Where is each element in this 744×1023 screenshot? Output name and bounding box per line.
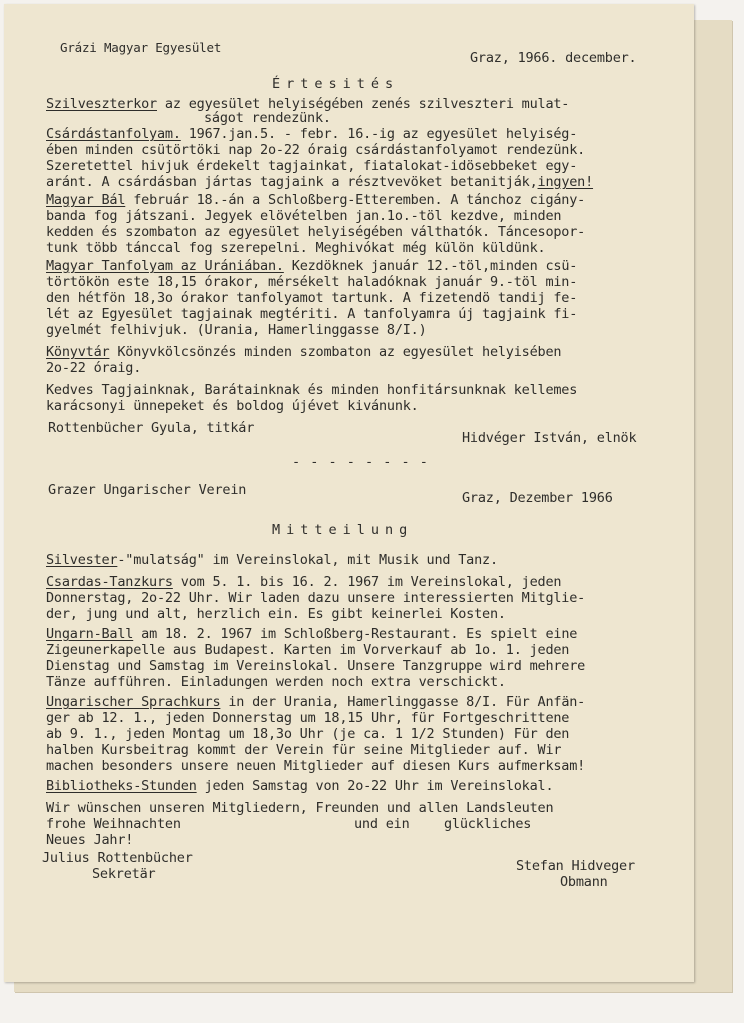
hu-p4-line-5: gyelmét felhivjuk. (Urania, Hamerlinggasse 8/I.) xyxy=(46,322,427,338)
hu-greeting-line-1: Kedves Tagjainknak, Barátainknak és minden honfitársunknak kellemes xyxy=(46,382,578,398)
de-p5-line: jeden Samstag von 2o-22 Uhr im Vereinslokal. xyxy=(196,778,554,794)
de-paragraph-5 xyxy=(46,778,553,794)
de-paragraph-2 xyxy=(46,574,561,590)
de-p4-heading: Ungarischer Sprachkurs xyxy=(46,694,221,710)
hu-organization: Grázi Magyar Egyesület xyxy=(60,40,222,55)
de-signature-left-name: Julius Rottenbücher xyxy=(42,850,193,866)
de-title: Mitteilung xyxy=(272,522,414,538)
hu-p4-line-2: törtökön este 18,15 órakor, mérsékelt haladóknak január 9.-töl min- xyxy=(46,274,578,290)
de-signature-right-role: Obmann xyxy=(560,874,608,890)
de-greeting-line-2b: und ein xyxy=(354,816,410,832)
section-divider: - - - - - - - - xyxy=(292,454,429,470)
hu-p4-heading: Magyar Tanfolyam az Urániában. xyxy=(46,258,284,274)
de-p3-line-2: Zigeunerkapelle aus Budapest. Karten im Vorverkauf ab 1o. 1. jeden xyxy=(46,642,570,658)
de-p4-line: in der Urania, Hamerlinggasse 8/I. Für Anfän- xyxy=(220,694,586,710)
de-p1-line: -"mulatság" im Vereinslokal, mit Musik und Tanz. xyxy=(117,552,498,568)
hu-p5-heading: Könyvtár xyxy=(46,344,110,360)
de-paragraph-4 xyxy=(46,694,585,710)
hu-p3-heading: Magyar Bál xyxy=(46,192,126,208)
hu-signature-right: Hidvéger István, elnök xyxy=(462,430,637,446)
hu-p5-line: Könyvkölcsönzés minden szombaton az egyesület helyisében xyxy=(109,344,562,360)
hu-p4-line-4: lét az Egyesület tagjainak megtériti. A tanfolyamra új tagjaink fi- xyxy=(46,306,578,322)
de-greeting-line-3: Neues Jahr! xyxy=(46,832,134,848)
hu-p2-heading: Csárdástanfolyam. xyxy=(46,126,181,142)
hu-place-date: Graz, 1966. december. xyxy=(470,50,637,66)
de-p2-line-2: Donnerstag, 2o-22 Uhr. Wir laden dazu unsere interessierten Mitglie- xyxy=(46,590,586,606)
hu-p3-line: február 18.-án a Schloßberg-Etteremben. A tánchoz cigány- xyxy=(125,192,586,208)
de-signature-right-name: Stefan Hidveger xyxy=(516,858,635,874)
de-p4-line-3: ab 9. 1., jeden Montag um 18,3o Uhr (je ca. 1 1/2 Stunden) Für den xyxy=(46,726,570,742)
de-p2-line: vom 5. 1. bis 16. 2. 1967 im Vereinslokal, jeden xyxy=(172,574,562,590)
hu-p3-line-4: tunk több tánccal fog szerepelni. Meghivókat még külön küldünk. xyxy=(46,240,546,256)
hu-p2-line-4 xyxy=(46,174,593,190)
hu-p1-heading: Szilveszterkor xyxy=(46,96,157,112)
hu-p3-line-2: banda fog játszani. Jegyek elövételben jan.1o.-töl kezdve, minden xyxy=(46,208,562,224)
de-p3-line-3: Dienstag und Samstag im Vereinslokal. Unsere Tanzgruppe wird mehrere xyxy=(46,658,586,674)
de-paragraph-3 xyxy=(46,626,577,642)
hu-paragraph-3 xyxy=(46,192,585,208)
typewritten-letter xyxy=(4,4,694,982)
de-greeting-line-1: Wir wünschen unseren Mitgliedern, Freunden und allen Landsleuten xyxy=(46,800,554,816)
hu-paragraph-4 xyxy=(46,258,577,274)
de-greeting-line-2a: frohe Weihnachten xyxy=(46,816,181,832)
hu-paragraph-2 xyxy=(46,126,577,142)
de-p1-heading: Silvester xyxy=(46,552,118,568)
hu-p4-line-3: den hétfön 18,3o órakor tanfolyamot tartunk. A fizetendö tandij fe- xyxy=(46,290,578,306)
de-p4-line-5: machen besonders unsere neuen Mitglieder auf diesen Kurs aufmerksam! xyxy=(46,758,586,774)
de-place-date: Graz, Dezember 1966 xyxy=(462,490,613,506)
de-p4-line-2: ger ab 12. 1., jeden Donnerstag um 18,15 Uhr, für Fortgeschrittene xyxy=(46,710,570,726)
de-paragraph-1 xyxy=(46,552,498,568)
de-signature-left-role: Sekretär xyxy=(92,866,156,882)
de-p2-line-3: der, jung und alt, herzlich ein. Es gibt keinerlei Kosten. xyxy=(46,606,506,622)
hu-signature-left: Rottenbücher Gyula, titkár xyxy=(48,420,255,436)
hu-p2-line-4-text: aránt. A csárdásban jártas tagjaink a résztvevöket betanitják, xyxy=(46,174,538,190)
hu-p5-line-2: 2o-22 óraig. xyxy=(46,360,142,376)
hu-p2-line: 1967.jan.5. - febr. 16.-ig az egyesület helyiség- xyxy=(180,126,578,142)
hu-p1-line: az egyesület helyiségében zenés szilveszteri mulat- xyxy=(157,96,570,112)
hu-p3-line-3: kedden és szombaton az egyesület helyiségében válthatók. Táncesopor- xyxy=(46,224,586,240)
de-p3-heading: Ungarn-Ball xyxy=(46,626,134,642)
hu-p4-line: Kezdöknek január 12.-töl,minden csü- xyxy=(283,258,578,274)
hu-p1-line-2: ságot rendezünk. xyxy=(204,110,331,126)
de-p3-line: am 18. 2. 1967 im Schloßberg-Restaurant. Es spielt eine xyxy=(133,626,578,642)
hu-p2-line-3: Szeretettel hivjuk érdekelt tagjainkat, fiatalokat-idösebbeket egy- xyxy=(46,158,578,174)
hu-title: Értesités xyxy=(272,76,400,92)
de-p5-heading: Bibliotheks-Stunden xyxy=(46,778,197,794)
hu-p2-free: ingyen! xyxy=(537,174,594,190)
de-p4-line-4: halben Kursbeitrag kommt der Verein für seine Mitglieder auf. Wir xyxy=(46,742,562,758)
hu-paragraph-5 xyxy=(46,344,561,360)
hu-p2-line-2: ében minden csütörtöki nap 2o-22 óraig csárdástanfolyamot rendezünk. xyxy=(46,142,586,158)
hu-greeting-line-2: karácsonyi ünnepeket és boldog újévet kivánunk. xyxy=(46,398,419,414)
de-p2-heading: Csardas-Tanzkurs xyxy=(46,574,173,590)
de-p3-line-4: Tänze aufführen. Einladungen werden noch extra verschickt. xyxy=(46,674,506,690)
de-organization: Grazer Ungarischer Verein xyxy=(48,482,247,498)
de-greeting-line-2c: glückliches xyxy=(444,816,532,832)
